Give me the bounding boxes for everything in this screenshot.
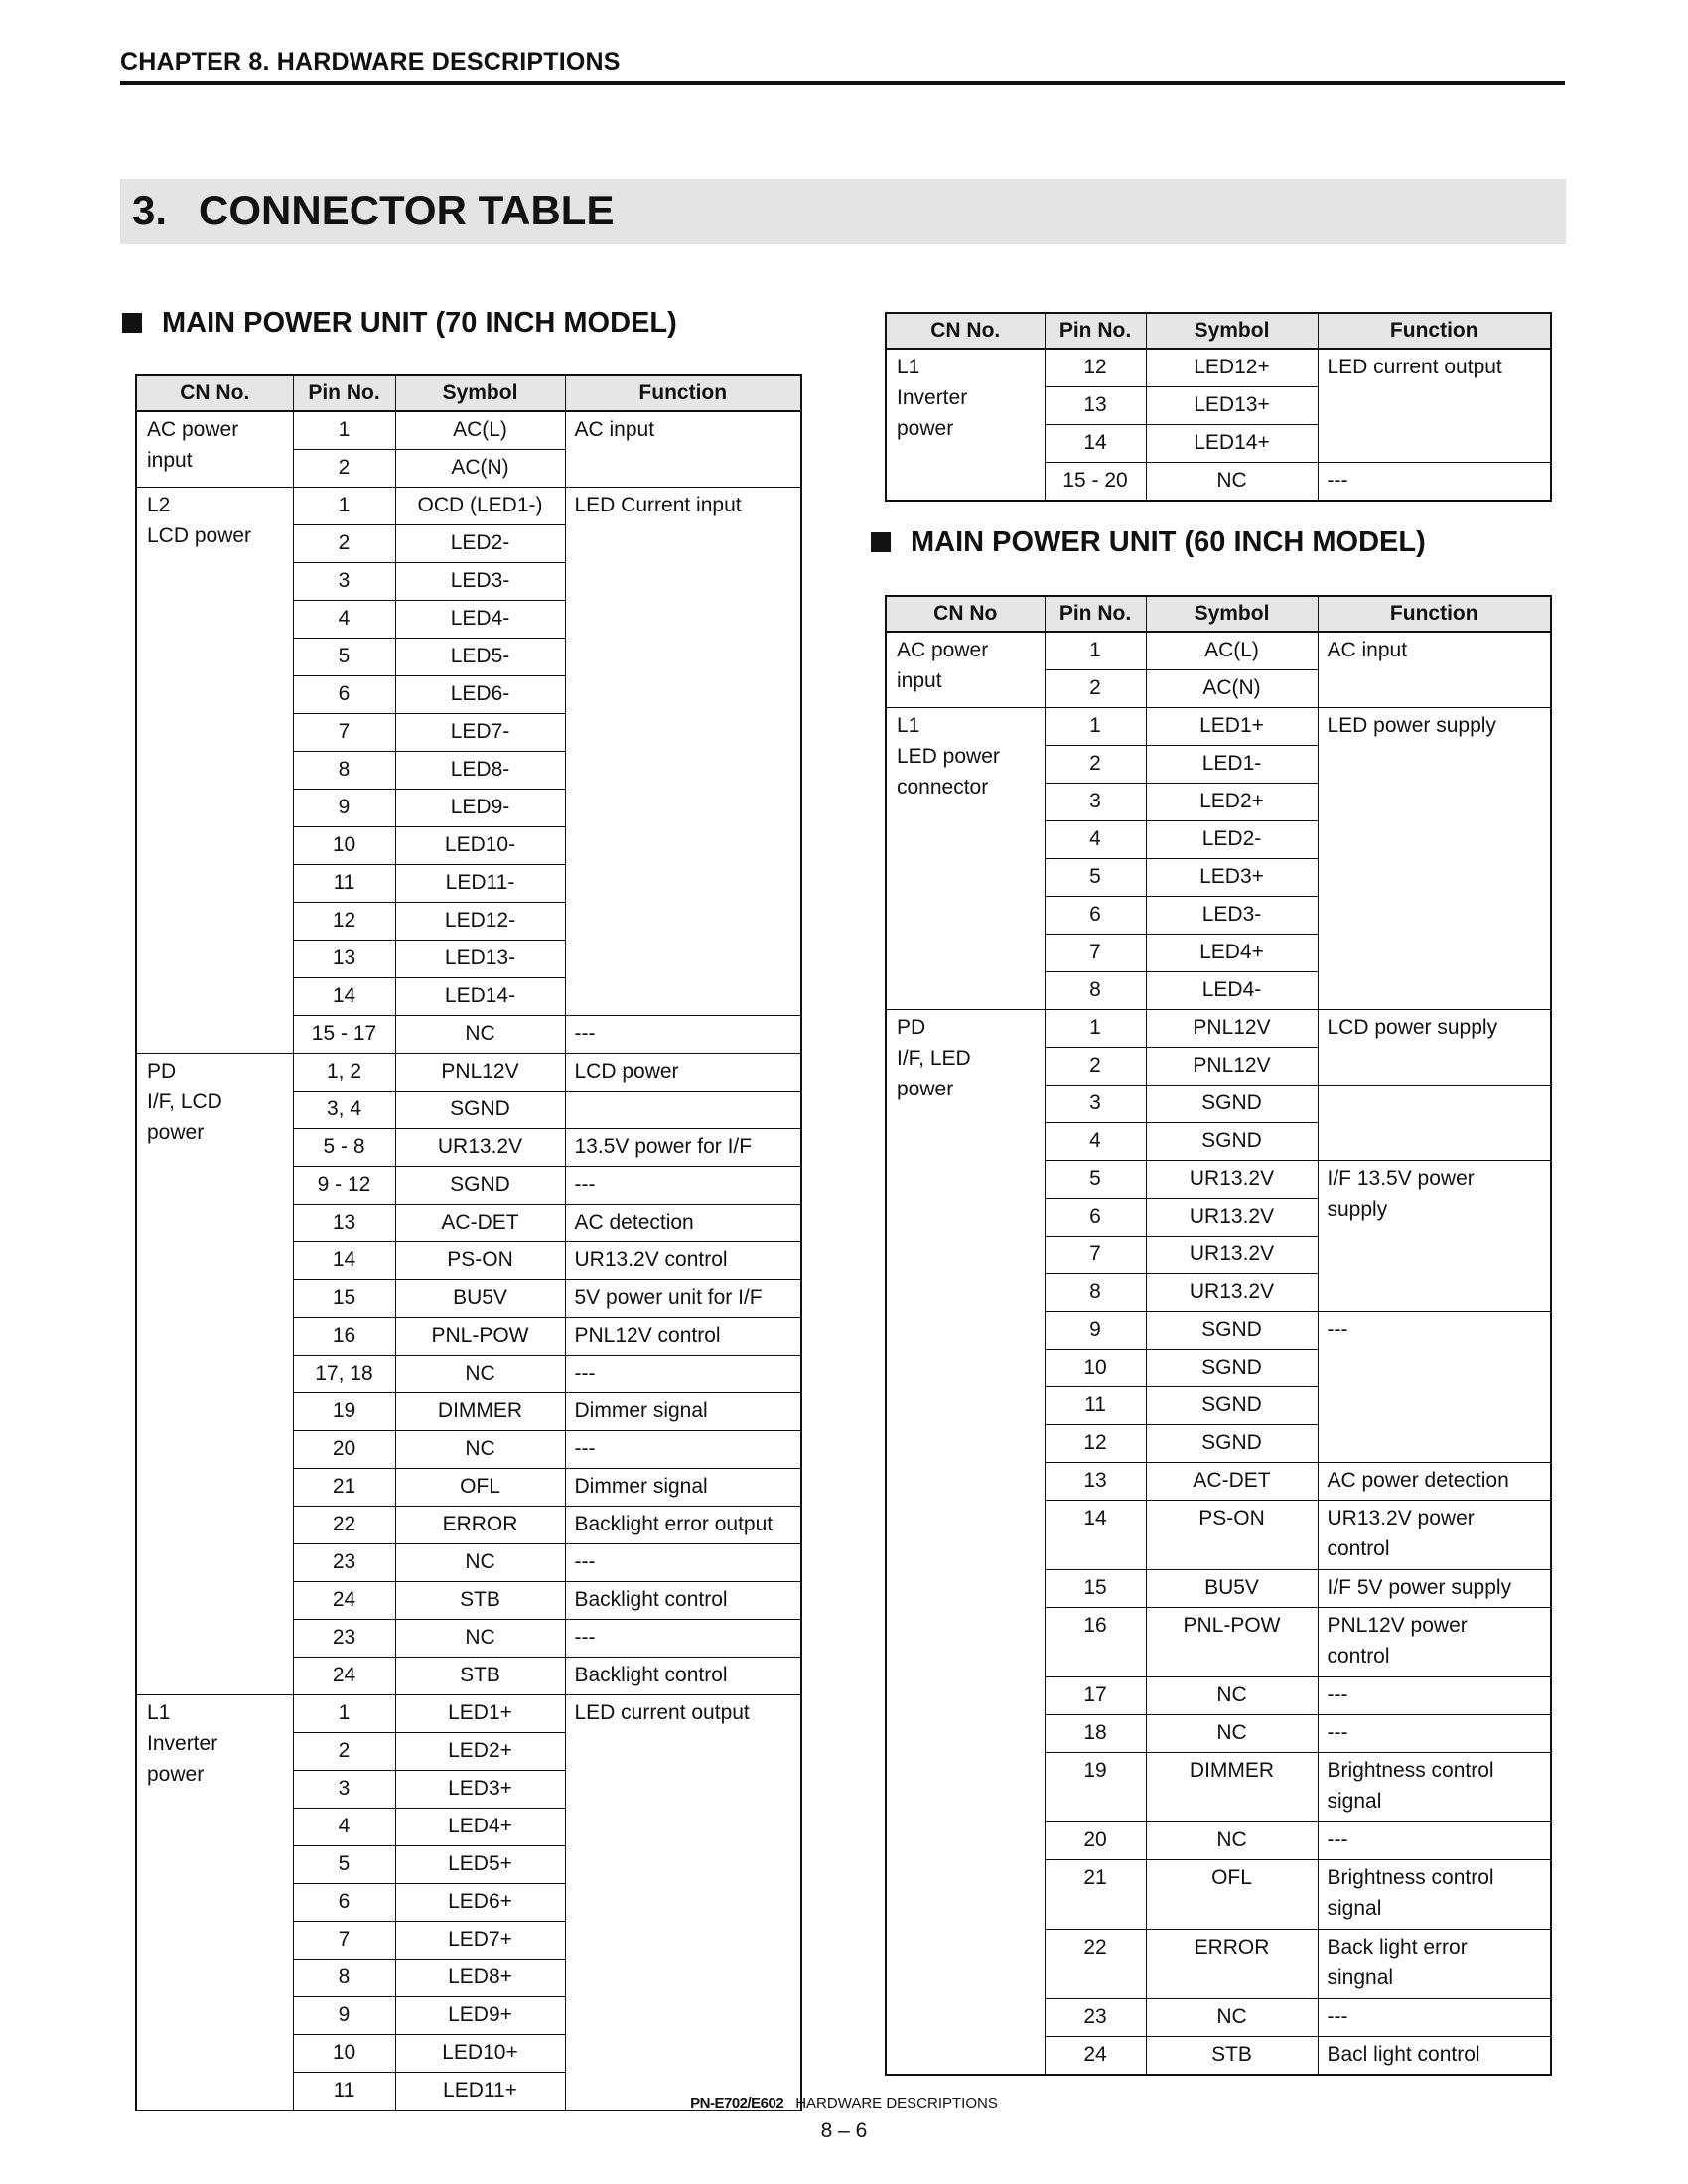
pin-cell: 4 <box>1045 1123 1146 1161</box>
table-header-row <box>136 375 801 411</box>
pin-cell: 11 <box>293 2073 395 2111</box>
pin-cell: 2 <box>293 1733 395 1771</box>
pin-cell: 24 <box>1045 2037 1146 2076</box>
cn-cell: PD I/F, LCD power <box>136 1054 293 1695</box>
symbol-cell: LED3- <box>395 563 565 601</box>
pin-cell: 3 <box>1045 784 1146 821</box>
pin-cell: 12 <box>293 903 395 941</box>
symbol-cell: LED11- <box>395 865 565 903</box>
table-row <box>886 1010 1551 1048</box>
header-symbol: Symbol <box>395 375 565 411</box>
symbol-cell: LED4- <box>1146 972 1318 1010</box>
header-pin: Pin No. <box>1045 313 1146 349</box>
pin-cell: 19 <box>293 1393 395 1431</box>
table-header-row <box>886 313 1551 349</box>
pin-cell: 21 <box>293 1469 395 1507</box>
symbol-cell: NC <box>1146 1677 1318 1715</box>
header-function: Function <box>1318 596 1551 632</box>
pin-cell: 16 <box>1045 1608 1146 1677</box>
symbol-cell: LED8- <box>395 752 565 790</box>
symbol-cell: SGND <box>1146 1387 1318 1425</box>
symbol-cell: SGND <box>1146 1086 1318 1123</box>
function-cell: 5V power unit for I/F <box>565 1280 801 1318</box>
pin-cell: 22 <box>293 1507 395 1544</box>
pin-cell: 15 <box>1045 1570 1146 1608</box>
table-row <box>136 1695 801 1733</box>
symbol-cell: BU5V <box>1146 1570 1318 1608</box>
function-cell: Backlight control <box>565 1658 801 1695</box>
pin-cell: 13 <box>1045 387 1146 425</box>
symbol-cell: STB <box>395 1658 565 1695</box>
cn-cell: AC power input <box>886 632 1045 708</box>
cn-cell: L1 Inverter power <box>886 349 1045 501</box>
symbol-cell: LED6+ <box>395 1884 565 1922</box>
symbol-cell: PNL12V <box>1146 1048 1318 1086</box>
pin-cell: 15 <box>293 1280 395 1318</box>
chapter-rule <box>120 81 1565 85</box>
function-cell: --- <box>565 1016 801 1054</box>
cn-cell: L2 LCD power <box>136 488 293 1054</box>
symbol-cell: PNL12V <box>395 1054 565 1092</box>
pin-cell: 5 - 8 <box>293 1129 395 1167</box>
pin-cell: 6 <box>1045 1199 1146 1237</box>
function-cell: --- <box>565 1431 801 1469</box>
symbol-cell: NC <box>1146 1715 1318 1753</box>
pin-cell: 5 <box>293 639 395 676</box>
symbol-cell: OCD (LED1-) <box>395 488 565 525</box>
function-cell: Bacl light control <box>1318 2037 1551 2076</box>
pin-cell: 9 <box>293 1997 395 2035</box>
symbol-cell: NC <box>395 1431 565 1469</box>
pin-cell: 1, 2 <box>293 1054 395 1092</box>
pin-cell: 23 <box>1045 1999 1146 2037</box>
symbol-cell: LED8+ <box>395 1960 565 1997</box>
pin-cell: 4 <box>293 1809 395 1846</box>
symbol-cell: LED9+ <box>395 1997 565 2035</box>
pin-cell: 3 <box>293 1771 395 1809</box>
table-header-row <box>886 596 1551 632</box>
symbol-cell: LED11+ <box>395 2073 565 2111</box>
symbol-cell: BU5V <box>395 1280 565 1318</box>
symbol-cell: LED2+ <box>395 1733 565 1771</box>
function-cell: LED current output <box>1318 349 1551 463</box>
symbol-cell: NC <box>1146 463 1318 502</box>
pin-cell: 1 <box>293 411 395 450</box>
pin-cell: 1 <box>1045 1010 1146 1048</box>
header-symbol: Symbol <box>1146 596 1318 632</box>
symbol-cell: LED10- <box>395 827 565 865</box>
function-cell: 13.5V power for I/F <box>565 1129 801 1167</box>
header-pin: Pin No. <box>293 375 395 411</box>
function-cell: --- <box>565 1544 801 1582</box>
pin-cell: 7 <box>1045 1237 1146 1274</box>
table-row <box>136 1054 801 1092</box>
function-cell: --- <box>1318 1312 1551 1463</box>
function-cell: AC power detection <box>1318 1463 1551 1501</box>
pin-cell: 1 <box>1045 708 1146 746</box>
symbol-cell: LED9- <box>395 790 565 827</box>
section-number: 3. <box>132 187 168 233</box>
pin-cell: 14 <box>1045 1501 1146 1570</box>
pin-cell: 13 <box>293 941 395 978</box>
header-cn: CN No. <box>136 375 293 411</box>
symbol-cell: OFL <box>1146 1860 1318 1930</box>
function-cell: UR13.2V power control <box>1318 1501 1551 1570</box>
symbol-cell: LED7+ <box>395 1922 565 1960</box>
section-title-text: CONNECTOR TABLE <box>199 187 615 233</box>
function-cell: Back light error singnal <box>1318 1930 1551 1999</box>
pin-cell: 9 - 12 <box>293 1167 395 1205</box>
pin-cell: 5 <box>1045 859 1146 897</box>
pin-cell: 13 <box>293 1205 395 1242</box>
symbol-cell: NC <box>395 1016 565 1054</box>
table-row <box>886 708 1551 746</box>
function-cell <box>565 1092 801 1129</box>
pin-cell: 14 <box>1045 425 1146 463</box>
function-cell: --- <box>565 1167 801 1205</box>
function-cell: AC detection <box>565 1205 801 1242</box>
chapter-header: CHAPTER 8. HARDWARE DESCRIPTIONS <box>120 48 621 75</box>
cn-cell: L1 LED power connector <box>886 708 1045 1010</box>
pin-cell: 18 <box>1045 1715 1146 1753</box>
pin-cell: 7 <box>293 714 395 752</box>
connector-table-70-inch <box>135 374 802 2111</box>
symbol-cell: LED3+ <box>395 1771 565 1809</box>
symbol-cell: SGND <box>1146 1123 1318 1161</box>
function-cell: Brightness control signal <box>1318 1860 1551 1930</box>
heading-60-inch-text: MAIN POWER UNIT (60 INCH MODEL) <box>911 526 1426 558</box>
square-bullet-icon <box>871 532 891 552</box>
symbol-cell: UR13.2V <box>395 1129 565 1167</box>
symbol-cell: LED2- <box>1146 821 1318 859</box>
pin-cell: 9 <box>293 790 395 827</box>
symbol-cell: SGND <box>1146 1425 1318 1463</box>
symbol-cell: LED4+ <box>1146 935 1318 972</box>
pin-cell: 11 <box>1045 1387 1146 1425</box>
symbol-cell: NC <box>395 1356 565 1393</box>
pin-cell: 16 <box>293 1318 395 1356</box>
pin-cell: 12 <box>1045 1425 1146 1463</box>
symbol-cell: LED1+ <box>395 1695 565 1733</box>
function-cell: LCD power <box>565 1054 801 1092</box>
symbol-cell: PNL-POW <box>1146 1608 1318 1677</box>
symbol-cell: SGND <box>1146 1350 1318 1387</box>
symbol-cell: PNL12V <box>1146 1010 1318 1048</box>
symbol-cell: AC(N) <box>395 450 565 488</box>
symbol-cell: LED14+ <box>1146 425 1318 463</box>
function-cell: Dimmer signal <box>565 1393 801 1431</box>
symbol-cell: LED1+ <box>1146 708 1318 746</box>
symbol-cell: LED5- <box>395 639 565 676</box>
table-row <box>136 411 801 450</box>
function-cell: --- <box>1318 1677 1551 1715</box>
pin-cell: 3, 4 <box>293 1092 395 1129</box>
function-cell: --- <box>1318 1715 1551 1753</box>
pin-cell: 12 <box>1045 349 1146 387</box>
symbol-cell: UR13.2V <box>1146 1161 1318 1199</box>
pin-cell: 10 <box>293 2035 395 2073</box>
header-cn: CN No <box>886 596 1045 632</box>
symbol-cell: LED2- <box>395 525 565 563</box>
pin-cell: 8 <box>1045 972 1146 1010</box>
symbol-cell: LED14- <box>395 978 565 1016</box>
symbol-cell: LED6- <box>395 676 565 714</box>
symbol-cell: UR13.2V <box>1146 1274 1318 1312</box>
function-cell: I/F 13.5V power supply <box>1318 1161 1551 1312</box>
footer-model: PN-E702/E602 <box>690 2095 784 2111</box>
pin-cell: 7 <box>293 1922 395 1960</box>
pin-cell: 8 <box>293 1960 395 1997</box>
pin-cell: 23 <box>293 1544 395 1582</box>
connector-table-60-inch <box>885 595 1552 2076</box>
pin-cell: 14 <box>293 1242 395 1280</box>
pin-cell: 24 <box>293 1582 395 1620</box>
cn-cell: L1 Inverter power <box>136 1695 293 2111</box>
symbol-cell: AC(L) <box>1146 632 1318 670</box>
table-row <box>136 488 801 525</box>
symbol-cell: DIMMER <box>395 1393 565 1431</box>
header-symbol: Symbol <box>1146 313 1318 349</box>
function-cell: --- <box>565 1356 801 1393</box>
symbol-cell: SGND <box>395 1167 565 1205</box>
function-cell: --- <box>1318 1822 1551 1860</box>
pin-cell: 4 <box>293 601 395 639</box>
symbol-cell: SGND <box>1146 1312 1318 1350</box>
pin-cell: 10 <box>1045 1350 1146 1387</box>
symbol-cell: LED4+ <box>395 1809 565 1846</box>
pin-cell: 20 <box>293 1431 395 1469</box>
symbol-cell: LED7- <box>395 714 565 752</box>
symbol-cell: STB <box>395 1582 565 1620</box>
symbol-cell: LED12- <box>395 903 565 941</box>
symbol-cell: LED3- <box>1146 897 1318 935</box>
pin-cell: 19 <box>1045 1753 1146 1822</box>
symbol-cell: SGND <box>395 1092 565 1129</box>
function-cell: PNL12V control <box>565 1318 801 1356</box>
pin-cell: 6 <box>293 676 395 714</box>
function-cell: --- <box>1318 463 1551 502</box>
symbol-cell: NC <box>1146 1822 1318 1860</box>
function-cell: I/F 5V power supply <box>1318 1570 1551 1608</box>
function-cell: Dimmer signal <box>565 1469 801 1507</box>
symbol-cell: LED12+ <box>1146 349 1318 387</box>
symbol-cell: PNL-POW <box>395 1318 565 1356</box>
pin-cell: 5 <box>293 1846 395 1884</box>
symbol-cell: LED10+ <box>395 2035 565 2073</box>
header-cn: CN No. <box>886 313 1045 349</box>
symbol-cell: ERROR <box>395 1507 565 1544</box>
symbol-cell: AC-DET <box>1146 1463 1318 1501</box>
heading-70-inch <box>122 306 677 340</box>
pin-cell: 3 <box>1045 1086 1146 1123</box>
symbol-cell: OFL <box>395 1469 565 1507</box>
function-cell: LED power supply <box>1318 708 1551 1010</box>
symbol-cell: AC-DET <box>395 1205 565 1242</box>
symbol-cell: NC <box>395 1544 565 1582</box>
pin-cell: 2 <box>1045 746 1146 784</box>
symbol-cell: NC <box>1146 1999 1318 2037</box>
pin-cell: 6 <box>293 1884 395 1922</box>
connector-table-70-inch-continued <box>885 312 1552 502</box>
symbol-cell: DIMMER <box>1146 1753 1318 1822</box>
header-pin: Pin No. <box>1045 596 1146 632</box>
symbol-cell: LED13+ <box>1146 387 1318 425</box>
pin-cell: 14 <box>293 978 395 1016</box>
symbol-cell: AC(L) <box>395 411 565 450</box>
symbol-cell: STB <box>1146 2037 1318 2076</box>
pin-cell: 1 <box>293 1695 395 1733</box>
pin-cell: 1 <box>1045 632 1146 670</box>
pin-cell: 17, 18 <box>293 1356 395 1393</box>
function-cell: LED Current input <box>565 488 801 1016</box>
pin-cell: 2 <box>1045 670 1146 708</box>
pin-cell: 24 <box>293 1658 395 1695</box>
pin-cell: 8 <box>1045 1274 1146 1312</box>
pin-cell: 11 <box>293 865 395 903</box>
pin-cell: 4 <box>1045 821 1146 859</box>
function-cell: PNL12V power control <box>1318 1608 1551 1677</box>
cn-cell: AC power input <box>136 411 293 488</box>
function-cell: LCD power supply <box>1318 1010 1551 1086</box>
function-cell: UR13.2V control <box>565 1242 801 1280</box>
pin-cell: 5 <box>1045 1161 1146 1199</box>
symbol-cell: AC(N) <box>1146 670 1318 708</box>
pin-cell: 23 <box>293 1620 395 1658</box>
function-cell: AC input <box>565 411 801 488</box>
pin-cell: 8 <box>293 752 395 790</box>
heading-60-inch <box>871 525 1426 559</box>
symbol-cell: ERROR <box>1146 1930 1318 1999</box>
page-number: 8 – 6 <box>820 2119 868 2142</box>
heading-70-inch-text: MAIN POWER UNIT (70 INCH MODEL) <box>162 307 677 339</box>
symbol-cell: LED4- <box>395 601 565 639</box>
symbol-cell: UR13.2V <box>1146 1199 1318 1237</box>
symbol-cell: UR13.2V <box>1146 1237 1318 1274</box>
pin-cell: 22 <box>1045 1930 1146 1999</box>
function-cell: --- <box>565 1620 801 1658</box>
footer-title: HARDWARE DESCRIPTIONS <box>795 2095 998 2111</box>
function-cell: LED current output <box>565 1695 801 2111</box>
header-function: Function <box>565 375 801 411</box>
symbol-cell: LED13- <box>395 941 565 978</box>
symbol-cell: LED5+ <box>395 1846 565 1884</box>
pin-cell: 20 <box>1045 1822 1146 1860</box>
pin-cell: 9 <box>1045 1312 1146 1350</box>
header-function: Function <box>1318 313 1551 349</box>
symbol-cell: LED2+ <box>1146 784 1318 821</box>
pin-cell: 2 <box>1045 1048 1146 1086</box>
pin-cell: 7 <box>1045 935 1146 972</box>
function-cell <box>1318 1086 1551 1161</box>
symbol-cell: PS-ON <box>395 1242 565 1280</box>
square-bullet-icon <box>122 313 142 333</box>
function-cell: AC input <box>1318 632 1551 708</box>
section-title <box>132 185 614 236</box>
cn-cell: PD I/F, LED power <box>886 1010 1045 2076</box>
function-cell: Backlight error output <box>565 1507 801 1544</box>
table-row <box>886 349 1551 387</box>
function-cell: Backlight control <box>565 1582 801 1620</box>
pin-cell: 2 <box>293 525 395 563</box>
pin-cell: 13 <box>1045 1463 1146 1501</box>
symbol-cell: LED3+ <box>1146 859 1318 897</box>
symbol-cell: PS-ON <box>1146 1501 1318 1570</box>
symbol-cell: NC <box>395 1620 565 1658</box>
footer-line <box>0 2095 1688 2111</box>
pin-cell: 15 - 17 <box>293 1016 395 1054</box>
function-cell: --- <box>1318 1999 1551 2037</box>
pin-cell: 6 <box>1045 897 1146 935</box>
pin-cell: 10 <box>293 827 395 865</box>
pin-cell: 21 <box>1045 1860 1146 1930</box>
function-cell: Brightness control signal <box>1318 1753 1551 1822</box>
pin-cell: 17 <box>1045 1677 1146 1715</box>
pin-cell: 15 - 20 <box>1045 463 1146 502</box>
pin-cell: 3 <box>293 563 395 601</box>
pin-cell: 2 <box>293 450 395 488</box>
pin-cell: 1 <box>293 488 395 525</box>
symbol-cell: LED1- <box>1146 746 1318 784</box>
table-row <box>886 632 1551 670</box>
